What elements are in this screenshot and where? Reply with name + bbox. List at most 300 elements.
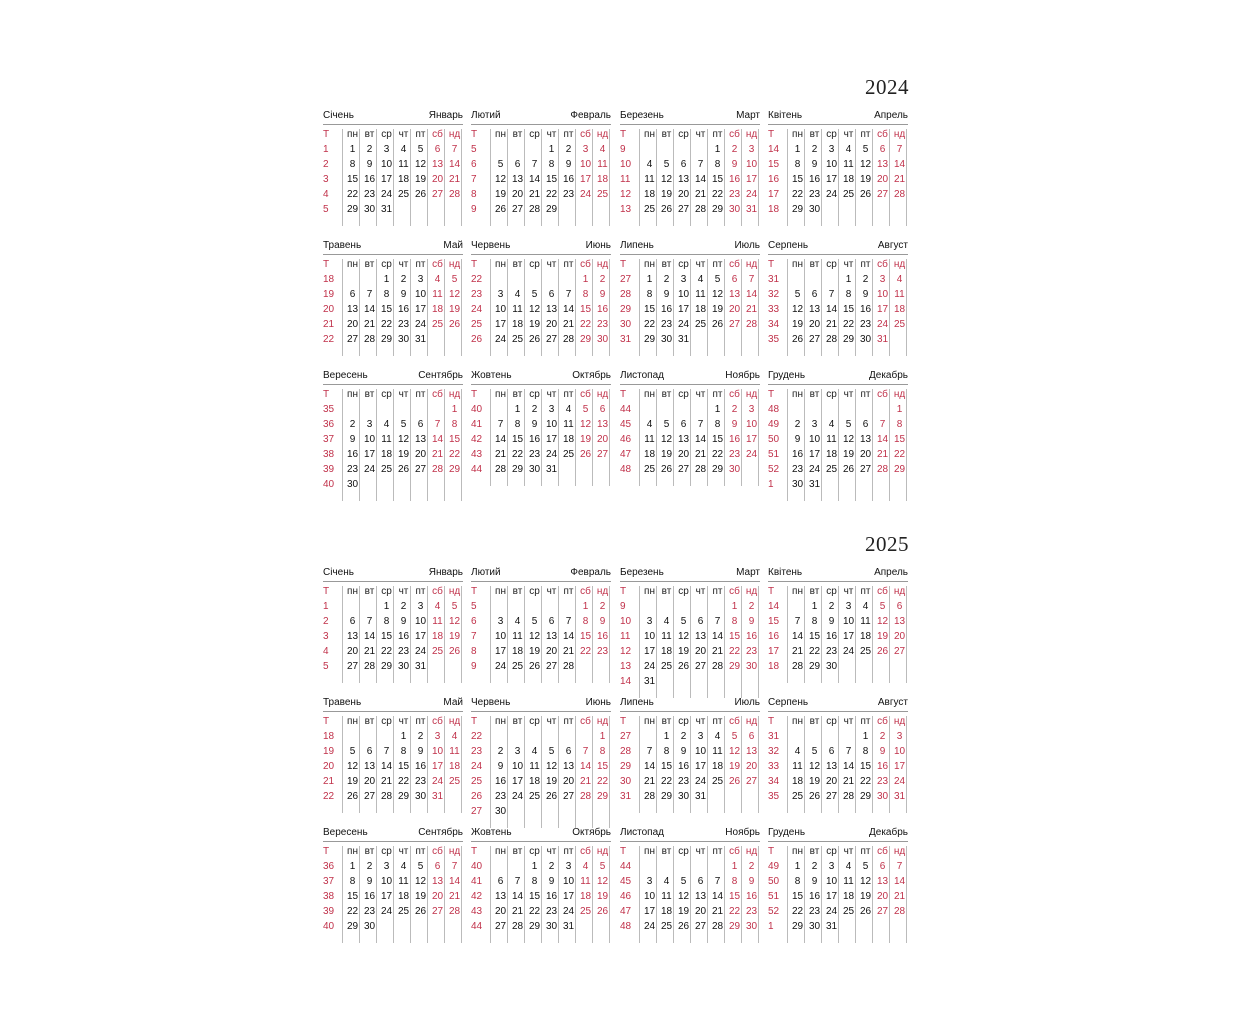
day-cell: 19 <box>346 776 359 787</box>
day-cell: 5 <box>451 274 458 285</box>
weekday-header: пт <box>563 259 574 270</box>
day-cell: 5 <box>811 746 818 757</box>
weekday-header: ср <box>826 129 837 140</box>
day-cell: 27 <box>545 334 558 345</box>
day-cell: 15 <box>346 891 359 902</box>
day-cell: 7 <box>565 616 572 627</box>
day-cell: 15 <box>579 304 592 315</box>
weekday-header: чт <box>398 389 409 400</box>
day-cell: 20 <box>893 631 906 642</box>
day-cell: 15 <box>346 174 359 185</box>
day-cell: 17 <box>562 891 575 902</box>
day-cell: 29 <box>711 204 724 215</box>
month-name-ua: Квітень <box>768 567 803 578</box>
weekday-header: пн <box>792 129 803 140</box>
weekday-header: сб <box>729 586 740 597</box>
day-cell: 25 <box>397 189 410 200</box>
weekday-header: ср <box>529 586 540 597</box>
week-number: 44 <box>471 921 483 932</box>
day-cell: 8 <box>811 616 818 627</box>
day-cell: 18 <box>643 449 656 460</box>
day-cell: 5 <box>497 159 504 170</box>
month-name-ru: Июнь <box>585 697 611 708</box>
day-cell: 16 <box>596 631 609 642</box>
weekday-header: нд <box>745 259 758 270</box>
week-number: 36 <box>323 419 335 430</box>
weekday-header: ср <box>529 129 540 140</box>
week-number: 48 <box>620 921 632 932</box>
weekday-header: пн <box>792 586 803 597</box>
day-cell: 30 <box>825 661 838 672</box>
day-cell: 12 <box>448 289 461 300</box>
day-cell: 16 <box>397 304 410 315</box>
day-cell: 2 <box>731 404 738 415</box>
weekday-header: чт <box>546 716 557 727</box>
day-cell: 1 <box>896 404 903 415</box>
day-cell: 23 <box>677 776 690 787</box>
day-cell: 1 <box>400 731 407 742</box>
week-number: 14 <box>768 601 780 612</box>
month-header <box>768 370 908 385</box>
day-cell: 30 <box>728 464 741 475</box>
day-cell: 18 <box>397 891 410 902</box>
day-cell: 29 <box>511 464 524 475</box>
day-cell: 20 <box>728 304 741 315</box>
day-cell: 19 <box>842 449 855 460</box>
day-cell: 13 <box>562 761 575 772</box>
day-cell: 25 <box>643 204 656 215</box>
month-name-ru: Октябрь <box>572 827 611 838</box>
day-cell: 23 <box>876 776 889 787</box>
day-cell: 4 <box>714 731 721 742</box>
weekday-header: чт <box>695 129 706 140</box>
day-cell: 17 <box>893 761 906 772</box>
day-cell: 6 <box>879 861 886 872</box>
day-cell: 14 <box>825 304 838 315</box>
day-cell: 19 <box>728 761 741 772</box>
day-cell: 10 <box>414 616 427 627</box>
day-cell: 14 <box>494 434 507 445</box>
weekday-header: пт <box>415 259 426 270</box>
day-cell: 18 <box>579 891 592 902</box>
day-cell: 29 <box>791 204 804 215</box>
day-cell: 31 <box>562 921 575 932</box>
day-cell: 18 <box>859 631 872 642</box>
day-cell: 30 <box>677 791 690 802</box>
weekday-header: вт <box>512 259 523 270</box>
day-cell: 13 <box>511 174 524 185</box>
weekday-header: сб <box>432 259 443 270</box>
day-cell: 24 <box>808 464 821 475</box>
week-number: 31 <box>620 334 632 345</box>
weekday-header: сб <box>580 716 591 727</box>
day-cell: 18 <box>562 434 575 445</box>
week-number-header: Т <box>323 259 330 270</box>
day-cell: 23 <box>528 449 541 460</box>
day-cell: 13 <box>745 746 758 757</box>
day-cell: 15 <box>579 631 592 642</box>
day-cell: 9 <box>497 761 504 772</box>
day-cell: 24 <box>562 906 575 917</box>
day-cell: 6 <box>497 876 504 887</box>
day-cell: 28 <box>842 791 855 802</box>
month-header <box>323 110 463 125</box>
day-cell: 24 <box>893 776 906 787</box>
day-cell: 16 <box>859 304 872 315</box>
day-cell: 23 <box>346 464 359 475</box>
weekday-header: пн <box>347 129 358 140</box>
day-cell: 13 <box>677 174 690 185</box>
weekday-header: чт <box>546 586 557 597</box>
week-number: 34 <box>768 319 780 330</box>
day-cell: 27 <box>745 776 758 787</box>
month-name-ua: Лютий <box>471 110 501 121</box>
day-cell: 14 <box>694 174 707 185</box>
day-cell: 21 <box>448 891 461 902</box>
day-cell: 18 <box>431 631 444 642</box>
column-divider <box>787 846 788 943</box>
week-number: 9 <box>471 661 477 672</box>
month-name-ru: Июль <box>734 697 760 708</box>
day-cell: 12 <box>579 419 592 430</box>
day-cell: 18 <box>825 449 838 460</box>
day-cell: 15 <box>660 761 673 772</box>
day-cell: 4 <box>663 876 670 887</box>
weekday-header: вт <box>512 586 523 597</box>
day-cell: 21 <box>745 304 758 315</box>
month-name-ua: Січень <box>323 110 354 121</box>
week-number: 7 <box>471 174 477 185</box>
day-cell: 22 <box>545 189 558 200</box>
day-cell: 17 <box>363 449 376 460</box>
day-cell: 15 <box>711 434 724 445</box>
week-number-header: Т <box>768 716 775 727</box>
day-cell: 25 <box>562 449 575 460</box>
week-number: 41 <box>471 876 483 887</box>
weekday-header: ср <box>826 259 837 270</box>
day-cell: 26 <box>711 319 724 330</box>
day-cell: 18 <box>528 776 541 787</box>
month-name-ru: Октябрь <box>572 370 611 381</box>
day-cell: 22 <box>893 449 906 460</box>
day-cell: 27 <box>545 661 558 672</box>
day-cell: 21 <box>643 776 656 787</box>
day-cell: 4 <box>400 144 407 155</box>
day-cell: 10 <box>643 891 656 902</box>
month-header <box>323 827 463 842</box>
day-cell: 17 <box>643 646 656 657</box>
day-cell: 29 <box>380 334 393 345</box>
day-cell: 5 <box>349 746 356 757</box>
day-cell: 4 <box>862 601 869 612</box>
weekday-header: сб <box>432 716 443 727</box>
day-cell: 2 <box>862 274 869 285</box>
day-cell: 5 <box>417 861 424 872</box>
day-cell: 7 <box>646 746 653 757</box>
weekday-header: вт <box>661 846 672 857</box>
weekday-header: нд <box>448 129 461 140</box>
day-cell: 18 <box>660 646 673 657</box>
week-number: 26 <box>471 791 483 802</box>
day-cell: 21 <box>694 189 707 200</box>
day-cell: 12 <box>494 174 507 185</box>
day-cell: 4 <box>582 861 589 872</box>
day-cell: 30 <box>494 806 507 817</box>
day-cell: 11 <box>826 434 837 445</box>
day-cell: 15 <box>448 434 461 445</box>
week-number: 43 <box>471 449 483 460</box>
month-name-ru: Апрель <box>874 567 908 578</box>
day-cell: 4 <box>514 289 521 300</box>
day-cell: 28 <box>579 791 592 802</box>
weekday-header: пт <box>712 259 723 270</box>
week-number: 32 <box>768 289 780 300</box>
day-cell: 11 <box>597 159 608 170</box>
week-number: 40 <box>471 861 483 872</box>
day-cell: 4 <box>896 274 903 285</box>
day-cell: 25 <box>791 791 804 802</box>
day-cell: 12 <box>545 761 558 772</box>
day-cell: 19 <box>414 174 427 185</box>
weekday-header: пн <box>495 716 506 727</box>
day-cell: 22 <box>728 906 741 917</box>
day-cell: 18 <box>511 319 524 330</box>
day-cell: 20 <box>694 646 707 657</box>
week-number: 21 <box>323 776 335 787</box>
day-cell: 30 <box>859 334 872 345</box>
day-cell: 5 <box>663 419 670 430</box>
weekday-header: чт <box>695 586 706 597</box>
day-cell: 31 <box>545 464 558 475</box>
day-cell: 10 <box>380 876 393 887</box>
day-cell: 26 <box>660 204 673 215</box>
day-cell: 18 <box>842 174 855 185</box>
day-cell: 12 <box>859 876 872 887</box>
day-cell: 25 <box>842 906 855 917</box>
day-cell: 20 <box>431 174 444 185</box>
weekday-header: пт <box>860 716 871 727</box>
week-number-header: Т <box>471 389 478 400</box>
week-number-header: Т <box>620 129 627 140</box>
weekday-header: сб <box>580 389 591 400</box>
day-cell: 7 <box>383 746 390 757</box>
column-divider <box>490 129 491 226</box>
week-number: 22 <box>323 334 335 345</box>
day-cell: 23 <box>596 319 609 330</box>
month-header <box>323 567 463 582</box>
week-number: 5 <box>471 601 477 612</box>
day-cell: 9 <box>531 419 538 430</box>
day-cell: 14 <box>511 891 524 902</box>
day-cell: 5 <box>862 861 869 872</box>
weekday-header: нд <box>448 586 461 597</box>
day-cell: 8 <box>383 616 390 627</box>
day-cell: 31 <box>745 204 758 215</box>
day-cell: 28 <box>893 189 906 200</box>
day-cell: 6 <box>697 876 704 887</box>
weekday-header: пт <box>712 716 723 727</box>
day-cell: 28 <box>711 921 724 932</box>
day-cell: 1 <box>811 601 818 612</box>
month-name-ua: Травень <box>323 697 362 708</box>
day-cell: 26 <box>842 464 855 475</box>
day-cell: 19 <box>791 319 804 330</box>
day-cell: 3 <box>811 419 818 430</box>
month-name-ua: Вересень <box>323 370 368 381</box>
week-number: 51 <box>768 891 780 902</box>
day-cell: 19 <box>660 449 673 460</box>
day-cell: 17 <box>825 891 838 902</box>
day-cell: 1 <box>531 861 538 872</box>
day-cell: 3 <box>434 731 441 742</box>
day-cell: 11 <box>843 159 854 170</box>
week-number: 34 <box>768 776 780 787</box>
week-number-header: Т <box>620 389 627 400</box>
day-cell: 20 <box>346 646 359 657</box>
weekday-header: нд <box>893 389 906 400</box>
day-cell: 1 <box>383 274 390 285</box>
weekday-header: нд <box>448 846 461 857</box>
week-number: 12 <box>620 189 632 200</box>
month-header <box>620 370 760 385</box>
day-cell: 6 <box>434 861 441 872</box>
day-cell: 19 <box>596 891 609 902</box>
day-cell: 20 <box>545 646 558 657</box>
day-cell: 10 <box>380 159 393 170</box>
week-number: 23 <box>471 746 483 757</box>
weekday-header: нд <box>745 129 758 140</box>
weekday-header: ср <box>826 716 837 727</box>
day-cell: 3 <box>417 601 424 612</box>
weekday-header: сб <box>432 389 443 400</box>
weekday-header: ср <box>826 846 837 857</box>
day-cell: 6 <box>599 404 606 415</box>
week-number: 14 <box>768 144 780 155</box>
day-cell: 3 <box>497 289 504 300</box>
column-divider <box>639 389 640 486</box>
week-number: 44 <box>620 404 632 415</box>
column-divider <box>787 259 788 356</box>
month-name-ru: Январь <box>428 567 463 578</box>
day-cell: 10 <box>414 289 427 300</box>
day-cell: 19 <box>859 174 872 185</box>
day-cell: 30 <box>397 334 410 345</box>
week-number: 30 <box>620 776 632 787</box>
month-name-ru: Ноябрь <box>725 370 760 381</box>
day-cell: 16 <box>363 891 376 902</box>
week-number: 22 <box>471 274 483 285</box>
weekday-header: сб <box>877 846 888 857</box>
column-divider <box>342 846 343 943</box>
week-number: 18 <box>323 274 335 285</box>
column-divider <box>639 846 640 943</box>
day-cell: 7 <box>748 274 755 285</box>
day-cell: 26 <box>660 464 673 475</box>
day-cell: 16 <box>791 449 804 460</box>
month-header <box>323 240 463 255</box>
weekday-header: вт <box>809 586 820 597</box>
day-cell: 27 <box>694 661 707 672</box>
day-cell: 19 <box>494 189 507 200</box>
day-cell: 7 <box>714 616 721 627</box>
day-cell: 11 <box>894 289 905 300</box>
day-cell: 3 <box>896 731 903 742</box>
week-number: 1 <box>323 144 329 155</box>
day-cell: 24 <box>825 189 838 200</box>
day-cell: 17 <box>677 304 690 315</box>
weekday-header: вт <box>512 846 523 857</box>
month-header <box>620 697 760 712</box>
day-cell: 14 <box>562 631 575 642</box>
day-cell: 12 <box>660 434 673 445</box>
month-name-ua: Жовтень <box>471 370 512 381</box>
day-cell: 20 <box>431 891 444 902</box>
day-cell: 21 <box>528 189 541 200</box>
column-divider <box>490 586 491 683</box>
day-cell: 5 <box>548 746 555 757</box>
day-cell: 26 <box>596 906 609 917</box>
week-number: 5 <box>323 204 329 215</box>
day-cell: 7 <box>714 876 721 887</box>
weekday-header: пн <box>644 129 655 140</box>
day-cell: 20 <box>494 906 507 917</box>
day-cell: 17 <box>431 761 444 772</box>
day-cell: 4 <box>400 861 407 872</box>
day-cell: 14 <box>711 891 724 902</box>
weekday-header: пт <box>712 389 723 400</box>
day-cell: 19 <box>528 319 541 330</box>
day-cell: 30 <box>791 479 804 490</box>
day-cell: 22 <box>643 319 656 330</box>
week-number: 21 <box>323 319 335 330</box>
day-cell: 26 <box>346 791 359 802</box>
day-cell: 15 <box>842 304 855 315</box>
day-cell: 8 <box>794 159 801 170</box>
day-cell: 15 <box>528 891 541 902</box>
day-cell: 2 <box>748 861 755 872</box>
day-cell: 3 <box>582 144 589 155</box>
week-number: 43 <box>471 906 483 917</box>
day-cell: 17 <box>545 434 558 445</box>
day-cell: 6 <box>548 616 555 627</box>
weekday-header: пн <box>495 389 506 400</box>
day-cell: 24 <box>511 791 524 802</box>
day-cell: 3 <box>383 861 390 872</box>
day-cell: 3 <box>565 861 572 872</box>
week-number: 31 <box>620 791 632 802</box>
day-cell: 3 <box>697 731 704 742</box>
day-cell: 26 <box>397 464 410 475</box>
month-name-ua: Листопад <box>620 370 664 381</box>
day-cell: 7 <box>366 289 373 300</box>
week-number: 3 <box>323 174 329 185</box>
day-cell: 1 <box>349 144 356 155</box>
day-cell: 16 <box>876 761 889 772</box>
week-number: 11 <box>620 631 631 642</box>
day-cell: 23 <box>808 906 821 917</box>
day-cell: 9 <box>862 289 869 300</box>
day-cell: 11 <box>512 304 523 315</box>
month-name-ru: Март <box>736 110 760 121</box>
week-number-header: Т <box>471 716 478 727</box>
day-cell: 3 <box>845 601 852 612</box>
day-cell: 6 <box>349 616 356 627</box>
day-cell: 10 <box>876 289 889 300</box>
day-cell: 12 <box>711 289 724 300</box>
day-cell: 30 <box>876 791 889 802</box>
day-cell: 10 <box>825 876 838 887</box>
day-cell: 31 <box>414 334 427 345</box>
